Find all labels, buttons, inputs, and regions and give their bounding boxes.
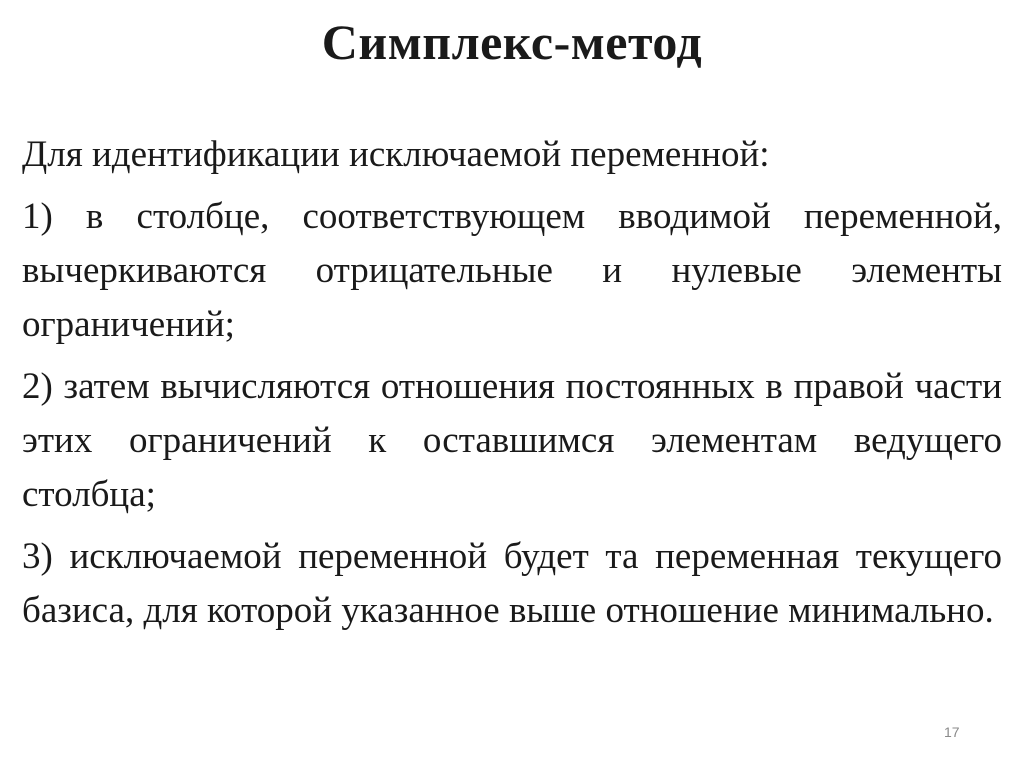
slide-body [22,128,1002,646]
step-2-paragraph: 2) затем вычисляются отношения постоянных в правой части этих ограничений к оставшимся элементам ведущего столбца; [22,366,1002,515]
page-number: 17 [944,724,960,740]
intro-paragraph: Для идентификации исключаемой переменной: [22,134,770,175]
slide-title: Симплекс-метод [321,14,703,70]
step-1-paragraph: 1) в столбце, соответствующем вводимой переменной, вычеркиваются отрицательные и нулевые элементы ограничений; [22,196,1002,345]
step-3-paragraph: 3) исключаемой переменной будет та переменная текущего базиса, для которой указанное выше отношение минимально. [22,536,1002,631]
